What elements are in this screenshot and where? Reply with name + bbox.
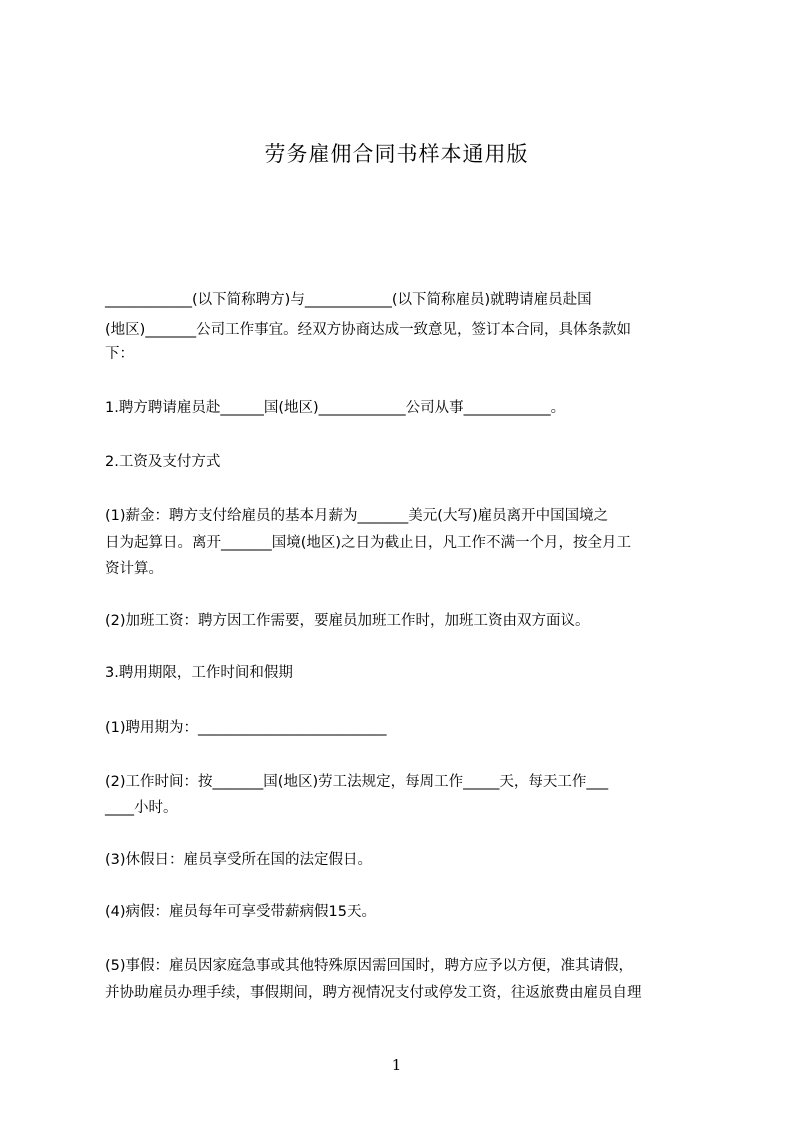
clause-3-2-line-2: ____小时。 <box>105 800 178 816</box>
clause-3-3: (3)休假日：雇员享受所在国的法定假日。 <box>105 852 373 868</box>
intro-line-2: (地区)_______公司工作事宜。经双方协商达成一致意见，签订本合同，具体条款如 <box>105 322 632 338</box>
clause-2-heading: 2.工资及支付方式 <box>105 454 221 470</box>
clause-2-2: (2)加班工资：聘方因工作需要，要雇员加班工作时，加班工资由双方面议。 <box>105 613 590 629</box>
intro-line-1: ____________(以下简称聘方)与____________(以下简称雇员)就聘请雇员赴国 <box>105 292 592 308</box>
clause-2-1-line-2: 日为起算日。离开_______国境(地区)之日为截止日，凡工作不满一个月，按全月工 <box>105 535 632 551</box>
clause-3-2-line-1: (2)工作时间：按_______国(地区)劳工法规定，每周工作_____天，每天工作___ <box>105 774 609 790</box>
clause-3-5-line-1: (5)事假：雇员因家庭急事或其他特殊原因需回国时，聘方应予以方便，准其请假， <box>105 958 634 974</box>
clause-2-1-line-1: (1)薪金：聘方支付给雇员的基本月薪为_______美元(大写)雇员离开中国国境之 <box>105 508 609 524</box>
document-title: 劳务雇佣合同书样本通用版 <box>264 142 529 166</box>
page-number: 1 <box>391 1056 402 1074</box>
intro-line-3: 下： <box>105 346 134 362</box>
clause-3-4: (4)病假：雇员每年可享受带薪病假15天。 <box>105 904 376 920</box>
clause-1: 1.聘方聘请雇员赴______国(地区)____________公司从事____________。 <box>105 400 566 416</box>
clause-2-1-line-3: 资计算。 <box>105 561 163 577</box>
clause-3-heading: 3.聘用期限，工作时间和假期 <box>105 665 293 681</box>
clause-3-1: (1)聘用期为：__________________________ <box>105 720 387 736</box>
clause-3-5-line-2: 并协助雇员办理手续，事假期间，聘方视情况支付或停发工资，往返旅费由雇员自理 <box>105 985 642 1001</box>
